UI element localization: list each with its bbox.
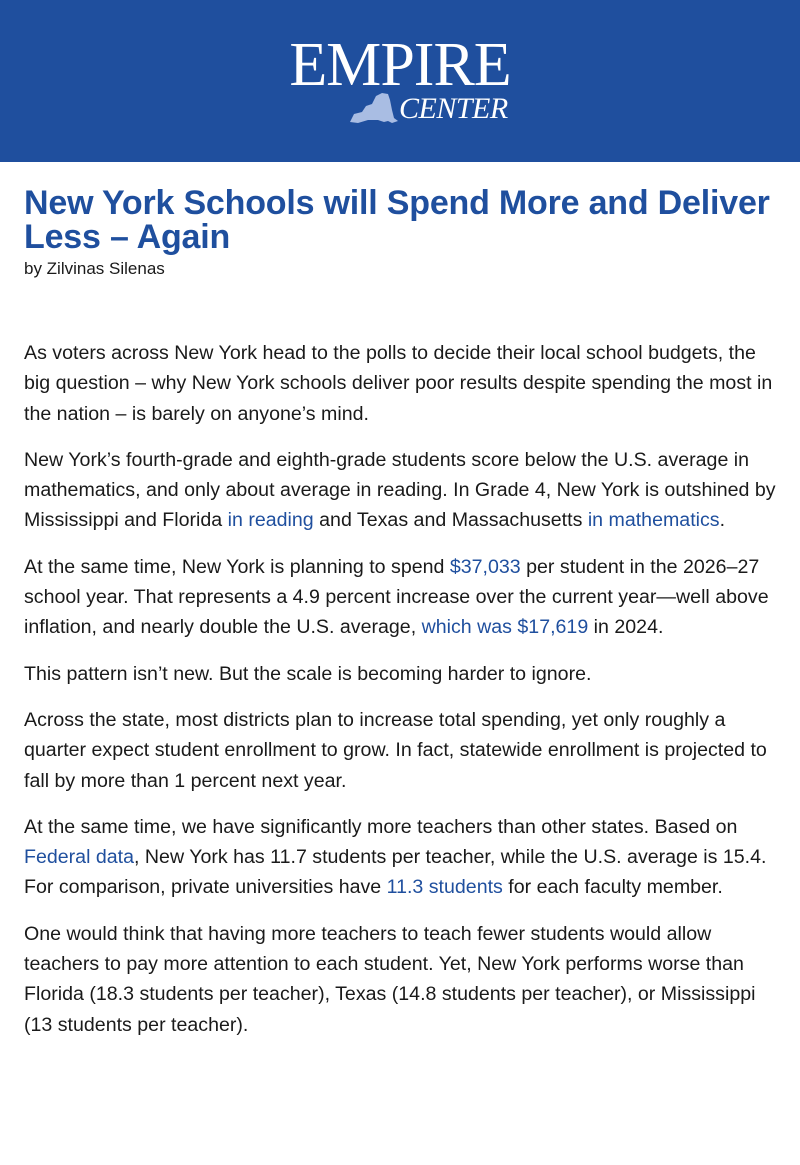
article-title: New York Schools will Spend More and Deliver Less – Again [24,184,770,256]
new-york-state-icon [348,92,400,126]
logo-wordmark-empire: EMPIRE [289,31,511,99]
paragraph-5: Across the state, most districts plan to increase total spending, yet only roughly a quarter expect student enrollment to grow. In fact, statewide enrollment is projected to fall by more than 1 percent next year. [24,708,767,792]
link-in-reading[interactable]: in reading [227,509,314,532]
paragraph-4: This pattern isn’t new. But the scale is becoming harder to ignore. [24,662,592,685]
paragraph-2: New York’s fourth-grade and eighth-grade students score below the U.S. average in mathematics, and only about average in reading. In Grade 4, New York is outshined by Mississippi and Florida in reading and Texas and Massachusetts in mathematics. [24,448,776,532]
paragraph-3: At the same time, New York is planning to spend $37,033 per student in the 2026–27 school year. That represents a 4.9 percent increase over the current year—well above inflation, and nearly double the U.S. average, which was $17,619 in 2024. [24,555,769,639]
paragraph-7: One would think that having more teachers to teach fewer students would allow teachers to pay more attention to each student. Yet, New York performs worse than Florida (18.3 students per teacher), Texas (14.8 students per teacher), or Mississippi (13 students per teacher). [24,922,756,1036]
paragraph-1: As voters across New York head to the polls to decide their local school budgets, the big question – why New York schools deliver poor results despite spending the most in the nation – is barely on anyone’s mind. [24,342,773,425]
article-body [24,338,776,1040]
link-spending-per-student[interactable]: $37,033 [449,555,521,578]
paragraph-6: At the same time, we have significantly more teachers than other states. Based on Federal data, New York has 11.7 students per teacher, while the U.S. average is 15.4. For comparison, private universities have 11.3 students for each faculty member. [24,815,767,899]
logo-wordmark-center: CENTER [399,92,508,125]
link-private-universities[interactable]: 11.3 students [386,876,503,899]
article-container [0,186,800,1040]
empire-center-logo[interactable] [0,0,800,162]
masthead [0,0,800,162]
link-in-mathematics[interactable]: in mathematics [587,509,720,532]
link-us-average[interactable]: which was $17,619 [421,616,589,639]
link-federal-data[interactable]: Federal data [24,846,135,869]
article-byline: by Zilvinas Silenas [24,259,165,278]
